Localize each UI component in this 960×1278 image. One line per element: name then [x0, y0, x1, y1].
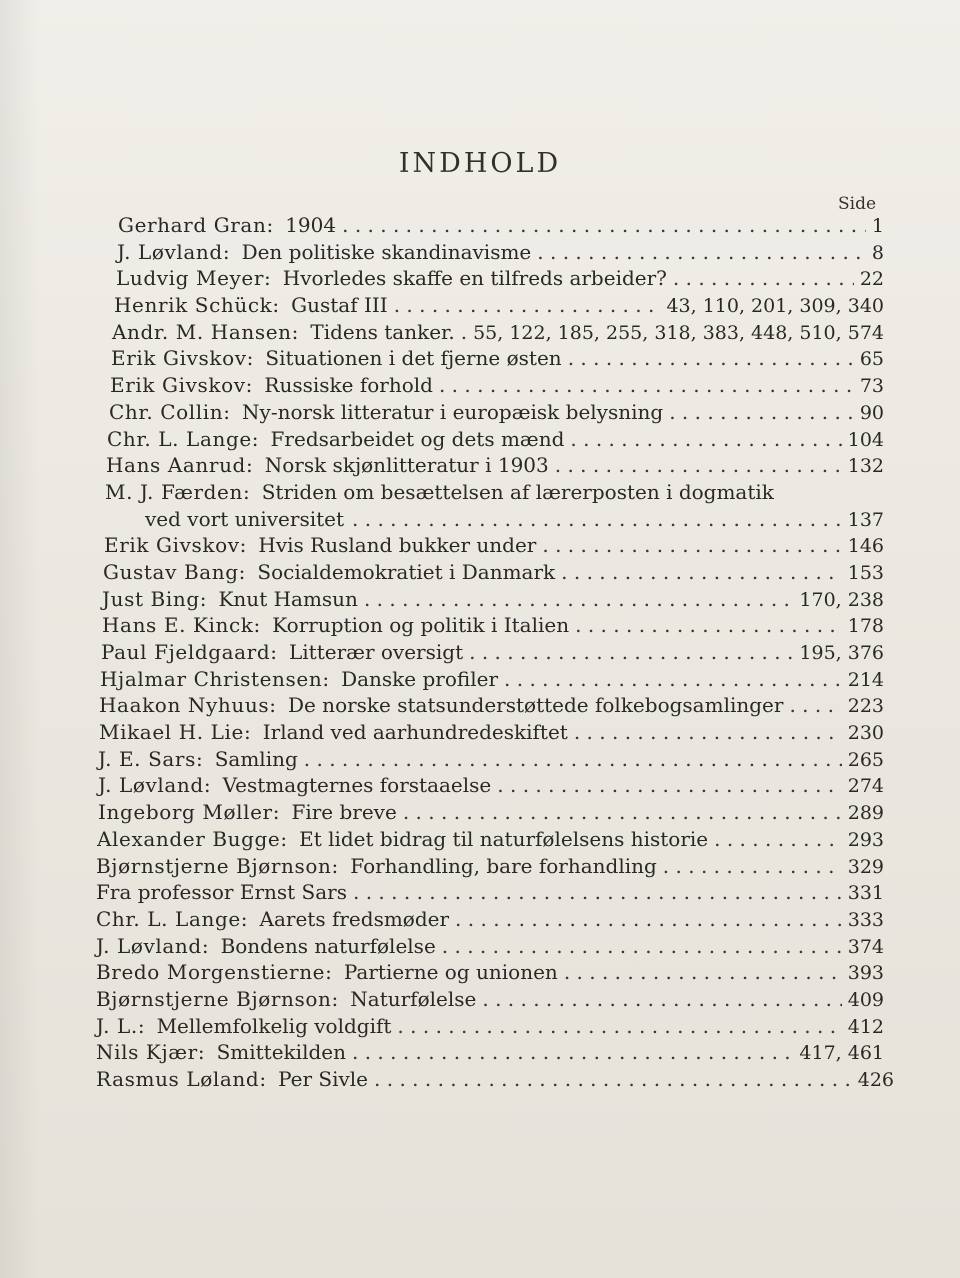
toc-entry — [0, 879, 960, 906]
toc-entry-title: Forhandling, bare forhandling — [350, 853, 657, 878]
toc-entry-title: Gustaf III — [291, 293, 388, 318]
toc-entry-author: Paul Fjeldgaard — [101, 640, 271, 664]
dot-leader — [575, 612, 842, 639]
toc-entry-separator: : — [291, 319, 299, 344]
toc-entry — [0, 345, 960, 372]
toc-entry-title: Samling — [214, 746, 298, 771]
toc-entry-author: Hjalmar Christensen — [100, 666, 323, 691]
toc-entry — [0, 239, 960, 266]
toc-entry-separator: : — [201, 933, 209, 958]
toc-entry-separator: : — [331, 853, 339, 878]
toc-entry-title: Irland ved aarhundredeskiftet — [262, 720, 568, 745]
toc-entry-title: Socialdemokratiet i Danmark — [257, 559, 556, 584]
dot-leader — [568, 345, 854, 372]
toc-entry-title: ved vort universitet — [145, 506, 345, 531]
toc-entry-separator: : — [238, 559, 246, 584]
toc-entry-separator: : — [251, 426, 259, 451]
toc-entry-separator: : — [222, 239, 230, 264]
toc-entry-author: Ludvig Meyer — [116, 266, 265, 291]
toc-entry-author: Nils Kjær — [96, 1040, 198, 1065]
toc-entry-title: Naturfølelse — [350, 986, 477, 1011]
toc-entry — [0, 826, 960, 853]
toc-entry-author: M. J. Færden — [105, 479, 243, 504]
dot-leader — [461, 319, 467, 346]
toc-entry-separator: : — [243, 720, 251, 745]
toc-entry-title: Striden om besættelsen af lærerposten i dogmatik — [261, 479, 774, 504]
toc-entry-separator: : — [245, 373, 253, 398]
toc-entry-title: Vestmagternes forstaaelse — [222, 773, 492, 798]
dot-leader — [304, 746, 842, 773]
toc-entry-pages: 178 — [847, 615, 884, 638]
toc-entry-author: Andr. M. Hansen — [112, 319, 292, 344]
toc-entry-pages: 43, 110, 201, 309, 340 — [666, 295, 884, 318]
toc-entry-separator: : — [239, 533, 247, 558]
toc-entry-author: Alexander Bugge — [97, 826, 281, 851]
toc-entry-pages: 417, 461 — [799, 1042, 884, 1065]
toc-entry-pages: 90 — [859, 401, 884, 424]
toc-entry-author: Just Bing — [102, 586, 200, 611]
toc-entry-author: Gerhard Gran — [118, 213, 267, 237]
toc-entry-pages: 65 — [859, 348, 884, 371]
toc-entry — [0, 959, 960, 986]
toc-entry-title: Knut Hamsun — [218, 586, 358, 611]
dot-leader — [353, 879, 842, 906]
toc-entry-separator: : — [322, 666, 330, 691]
toc-entry-pages: 265 — [847, 748, 884, 771]
toc-entry-pages: 1 — [871, 215, 884, 237]
toc-entry — [0, 292, 960, 319]
toc-entry-separator: : — [197, 1040, 205, 1065]
toc-entry-title: Korruption og politik i Italien — [272, 613, 570, 638]
toc-entry-author: Mikael H. Lie — [99, 720, 244, 745]
toc-entry — [0, 426, 960, 453]
toc-entry-title: Per Sivle — [278, 1067, 369, 1091]
toc-entry — [0, 265, 960, 292]
toc-entry-separator: : — [272, 800, 280, 825]
toc-entry-separator: : — [223, 399, 231, 424]
toc-entry — [0, 1039, 960, 1066]
toc-entry-pages: 104 — [847, 428, 884, 451]
toc-entry — [0, 452, 960, 479]
toc-entry-author: Hans E. Kinck — [102, 613, 254, 638]
toc-entry-author: J. L. — [96, 1013, 138, 1038]
toc-entry-separator: : — [266, 213, 274, 237]
toc-entry — [0, 772, 960, 799]
toc-entry-title: Fire breve — [291, 800, 397, 825]
toc-entry-author: Chr. L. Lange — [107, 426, 252, 451]
toc-entry-separator: : — [253, 613, 261, 638]
toc-entry-title: Litterær oversigt — [289, 640, 464, 664]
dot-leader — [455, 906, 842, 933]
toc-entry-pages: 289 — [847, 802, 884, 825]
toc-entry-author: Hans Aanrud — [106, 453, 246, 478]
toc-entry — [0, 612, 960, 639]
toc-entry-title: Norsk skjønlitteratur i 1903 — [264, 453, 549, 478]
toc-entry — [0, 1066, 960, 1093]
toc-entry-separator: : — [242, 479, 250, 504]
dot-leader — [364, 586, 793, 613]
toc-entry — [0, 532, 960, 559]
toc-entry-pages: 214 — [847, 668, 884, 691]
toc-entry-author: Bjørnstjerne Bjørnson — [96, 853, 332, 878]
toc-entry — [0, 1013, 960, 1040]
table-of-contents — [0, 212, 960, 1093]
toc-entry-author: Henrik Schück — [114, 293, 273, 318]
toc-entry — [0, 933, 960, 960]
toc-entry-author: Haakon Nyhuus — [99, 693, 270, 718]
toc-entry — [0, 799, 960, 826]
toc-entry — [0, 986, 960, 1013]
toc-entry-author: Erik Givskov — [111, 346, 247, 371]
toc-entry — [0, 372, 960, 399]
dot-leader — [669, 399, 854, 426]
dot-leader — [342, 212, 866, 239]
toc-entry-author: J. E. Sars — [98, 746, 196, 771]
toc-entry-title: Bondens naturfølelse — [220, 933, 436, 958]
toc-entry-title: Et lidet bidrag til naturfølelsens historie — [299, 826, 709, 851]
toc-entry-title: Hvorledes skaffe en tilfreds arbeider? — [282, 266, 667, 291]
toc-entry — [0, 692, 960, 719]
toc-entry-separator: : — [331, 986, 339, 1011]
toc-entry-pages: 274 — [847, 775, 884, 798]
toc-entry-title: Aarets fredsmøder — [259, 906, 450, 931]
page-title: INDHOLD — [398, 148, 562, 179]
toc-entry-title: Smittekilden — [216, 1040, 346, 1065]
dot-leader — [469, 639, 793, 666]
toc-entry — [0, 506, 960, 533]
toc-entry-separator: : — [246, 346, 254, 371]
toc-entry-separator: : — [195, 746, 203, 771]
toc-entry-author: Bredo Morgenstierne — [96, 960, 326, 985]
dot-leader — [574, 719, 842, 746]
toc-entry-separator: : — [325, 960, 332, 985]
toc-entry — [0, 586, 960, 613]
toc-entry-pages: 426 — [857, 1069, 894, 1091]
toc-entry — [0, 853, 960, 880]
toc-entry-pages: 55, 122, 185, 255, 318, 383, 448, 510, 574 — [473, 321, 884, 344]
dot-leader — [542, 532, 841, 559]
toc-entry-author: Ingeborg Møller — [98, 800, 273, 825]
toc-entry-author: J. Løvland — [96, 933, 202, 958]
toc-entry-pages: 374 — [847, 935, 884, 958]
toc-entry-separator: : — [245, 453, 253, 478]
dot-leader — [789, 692, 841, 719]
toc-entry-author: J. Løvland — [117, 239, 223, 264]
toc-entry-title: De norske statsunderstøttede folkebogsamlinger — [287, 693, 784, 718]
toc-entry — [0, 399, 960, 426]
toc-entry — [0, 719, 960, 746]
toc-entry-author: Erik Givskov — [110, 373, 246, 398]
dot-leader — [570, 426, 841, 453]
dot-leader — [403, 799, 842, 826]
toc-entry — [0, 639, 960, 666]
toc-entry-author: Bjørnstjerne Bjørnson — [96, 986, 332, 1011]
dot-leader — [374, 1066, 852, 1093]
toc-entry-author: Chr. Collin — [109, 399, 224, 424]
toc-entry-separator: : — [259, 1067, 267, 1091]
dot-leader — [561, 559, 842, 586]
dot-leader — [564, 959, 842, 986]
toc-entry-author: Erik Givskov — [104, 533, 240, 558]
toc-entry-pages: 170, 238 — [799, 588, 884, 611]
toc-entry-separator: : — [240, 906, 248, 931]
toc-entry-separator: : — [269, 693, 276, 718]
toc-entry-author: Chr. L. Lange — [96, 906, 241, 931]
toc-entry-author: Rasmus Løland — [96, 1067, 260, 1091]
toc-entry-title: Mellemfolkelig voldgift — [156, 1013, 392, 1038]
toc-entry-pages: 293 — [847, 828, 884, 851]
toc-entry-separator: : — [137, 1013, 145, 1038]
toc-entry-title: Fra professor Ernst Sars — [96, 880, 347, 905]
toc-entry-pages: 195, 376 — [799, 642, 884, 664]
toc-entry-pages: 409 — [847, 988, 884, 1011]
dot-leader — [442, 933, 842, 960]
dot-leader — [555, 452, 842, 479]
toc-entry — [0, 212, 960, 239]
dot-leader — [352, 1039, 793, 1066]
dot-leader — [673, 265, 854, 292]
dot-leader — [394, 292, 661, 319]
toc-entry-separator: : — [280, 826, 288, 851]
toc-entry-pages: 333 — [847, 908, 884, 931]
toc-entry-pages: 331 — [847, 882, 884, 905]
dot-leader — [537, 239, 866, 266]
toc-entry — [0, 319, 960, 346]
toc-entry-title: Tidens tanker. — [310, 319, 455, 344]
toc-entry-title: Den politiske skandinavisme — [241, 239, 532, 264]
toc-entry-separator: : — [270, 640, 277, 664]
toc-entry-author: J. Løvland — [98, 773, 204, 798]
toc-entry — [0, 559, 960, 586]
toc-entry-separator: : — [264, 266, 271, 291]
dot-leader — [504, 666, 842, 693]
toc-entry-pages: 73 — [859, 375, 884, 398]
toc-entry-separator: : — [203, 773, 211, 798]
toc-entry-pages: 22 — [859, 268, 884, 291]
toc-entry — [0, 479, 960, 506]
toc-entry-separator: : — [199, 586, 207, 611]
toc-entry-pages: 230 — [847, 722, 884, 745]
dot-leader — [352, 506, 842, 533]
dot-leader — [439, 372, 854, 399]
toc-entry-pages: 146 — [847, 535, 884, 558]
toc-entry — [0, 666, 960, 693]
toc-entry-pages: 132 — [847, 455, 884, 478]
toc-entry-pages: 8 — [871, 241, 884, 264]
toc-entry-title: Ny-norsk litteratur i europæisk belysning — [242, 399, 664, 424]
toc-entry-title: Danske profiler — [341, 666, 499, 691]
toc-entry-pages: 393 — [847, 962, 884, 985]
toc-entry-title: Russiske forhold — [264, 373, 433, 398]
toc-entry-pages: 153 — [847, 561, 884, 584]
dot-leader — [663, 853, 842, 880]
toc-entry-pages: 137 — [847, 508, 884, 531]
toc-entry-pages: 329 — [847, 855, 884, 878]
toc-entry — [0, 746, 960, 773]
dot-leader — [714, 826, 842, 853]
toc-entry-title: Hvis Rusland bukker under — [258, 533, 537, 558]
toc-entry-separator: : — [272, 293, 280, 318]
dot-leader — [397, 1013, 841, 1040]
toc-entry — [0, 906, 960, 933]
toc-entry-title: Partierne og unionen — [343, 960, 558, 985]
dot-leader — [497, 772, 841, 799]
dot-leader — [482, 986, 841, 1013]
toc-entry-title: Situationen i det fjerne østen — [265, 346, 562, 371]
page-column-label: Side — [838, 194, 877, 214]
toc-entry-title: Fredsarbeidet og dets mænd — [270, 426, 565, 451]
toc-entry-pages: 412 — [847, 1015, 884, 1038]
toc-entry-title: 1904 — [285, 213, 337, 237]
toc-entry-author: Gustav Bang — [103, 559, 239, 584]
toc-entry-pages: 223 — [847, 695, 884, 718]
